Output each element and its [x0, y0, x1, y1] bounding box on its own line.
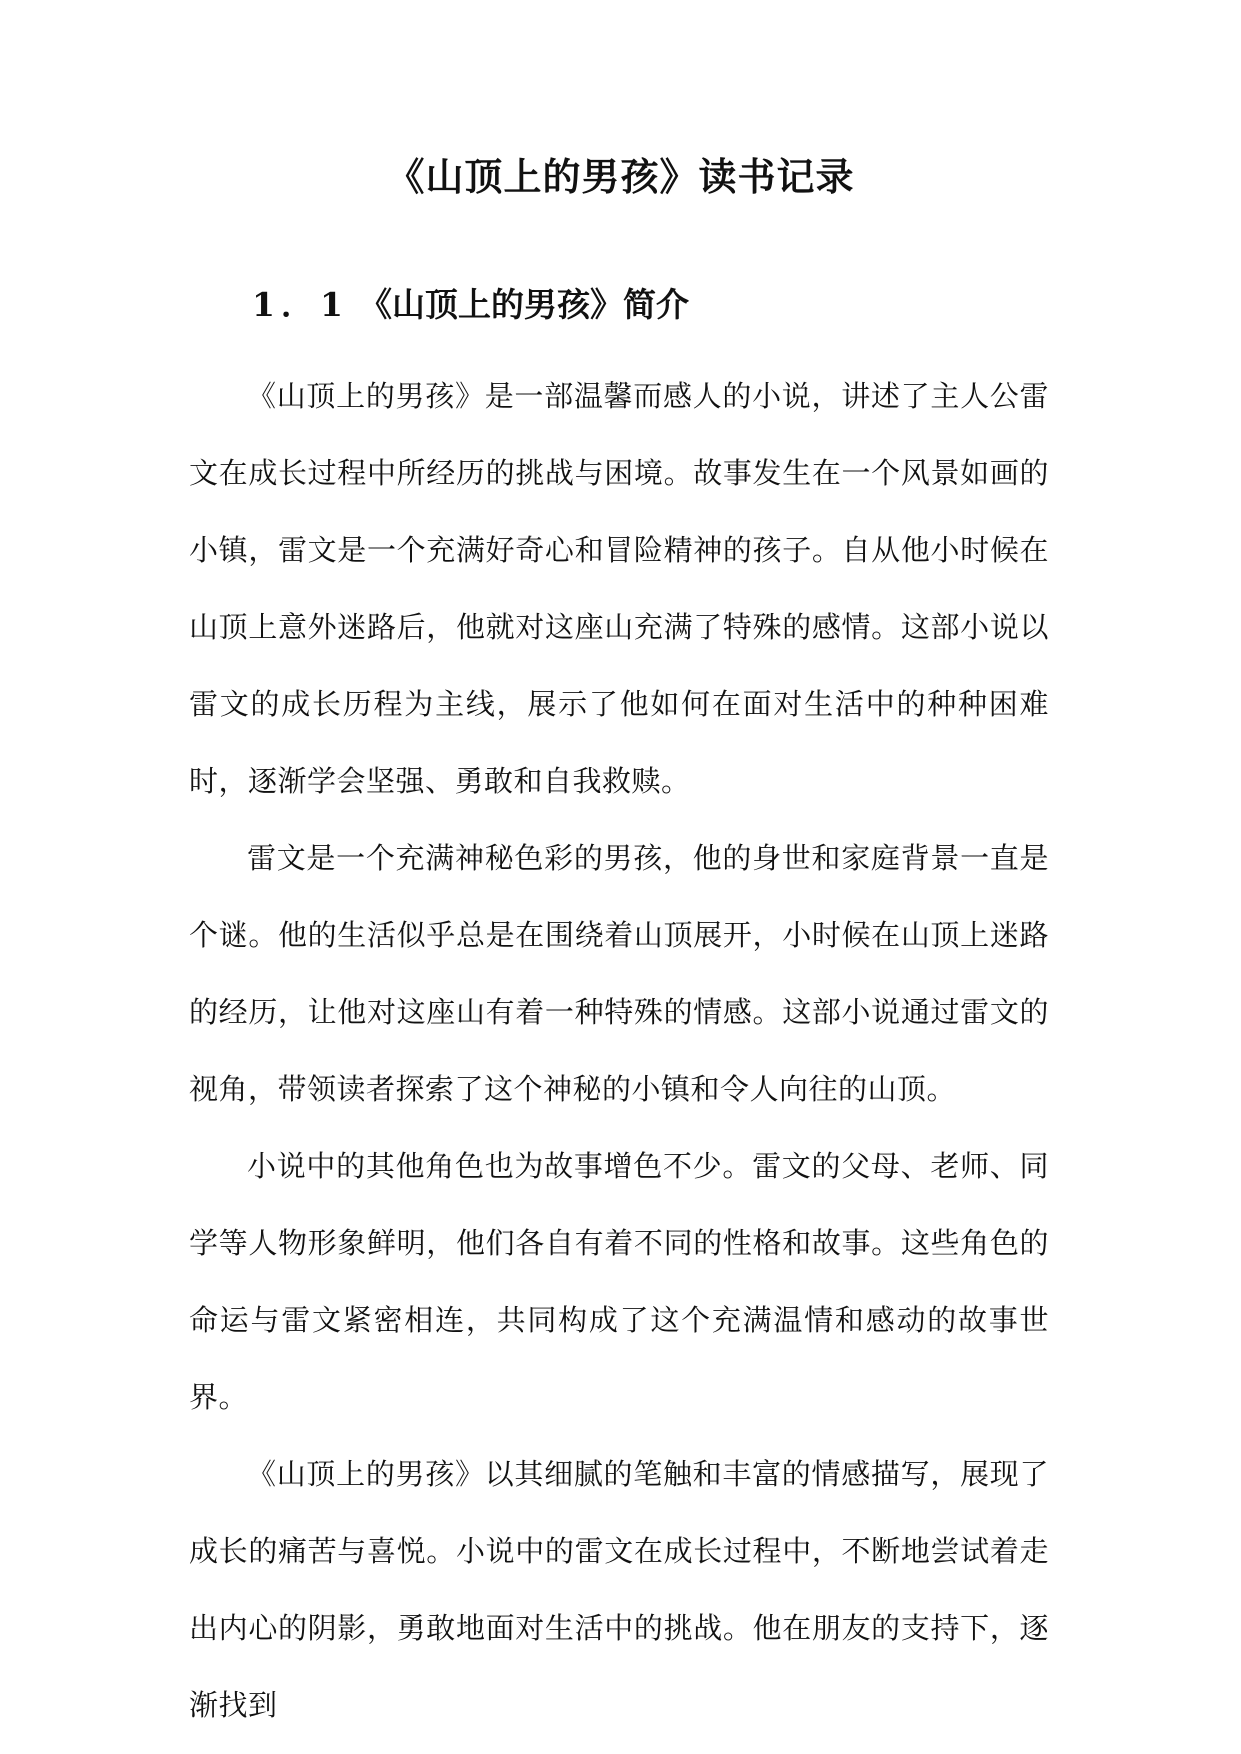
document-title: 《山顶上的男孩》读书记录 — [386, 154, 855, 199]
section-heading — [252, 280, 689, 330]
paragraph-3: 小说中的其他角色也为故事增色不少。雷文的父母、老师、同学等人物形象鲜明，他们各自有着不同的性格和故事。这些角色的命运与雷文紧密相连，共同构成了这个充满温情和感动的故事世界。 — [189, 1149, 1049, 1414]
section-number: 1．1 — [252, 285, 349, 324]
paragraph-1: 《山顶上的男孩》是一部温馨而感人的小说，讲述了主人公雷文在成长过程中所经历的挑战与困境。故事发生在一个风景如画的小镇，雷文是一个充满好奇心和冒险精神的孩子。自从他小时候在山顶上意外迷路后，他就对这座山充满了特殊的感情。这部小说以雷文的成长历程为主线，展示了他如何在面对生活中的种种困难时，逐渐学会坚强、勇敢和自我救赎。 — [189, 379, 1049, 798]
paragraph-4: 《山顶上的男孩》以其细腻的笔触和丰富的情感描写，展现了成长的痛苦与喜悦。小说中的雷文在成长过程中，不断地尝试着走出内心的阴影，勇敢地面对生活中的挑战。他在朋友的支持下，逐渐找到 — [189, 1457, 1049, 1722]
section-heading-text: 《山顶上的男孩》简介 — [358, 285, 689, 324]
document-body — [189, 358, 1049, 1744]
paragraph-2: 雷文是一个充满神秘色彩的男孩，他的身世和家庭背景一直是个谜。他的生活似乎总是在围绕着山顶展开，小时候在山顶上迷路的经历，让他对这座山有着一种特殊的情感。这部小说通过雷文的视角，带领读者探索了这个神秘的小镇和令人向往的山顶。 — [189, 841, 1049, 1106]
